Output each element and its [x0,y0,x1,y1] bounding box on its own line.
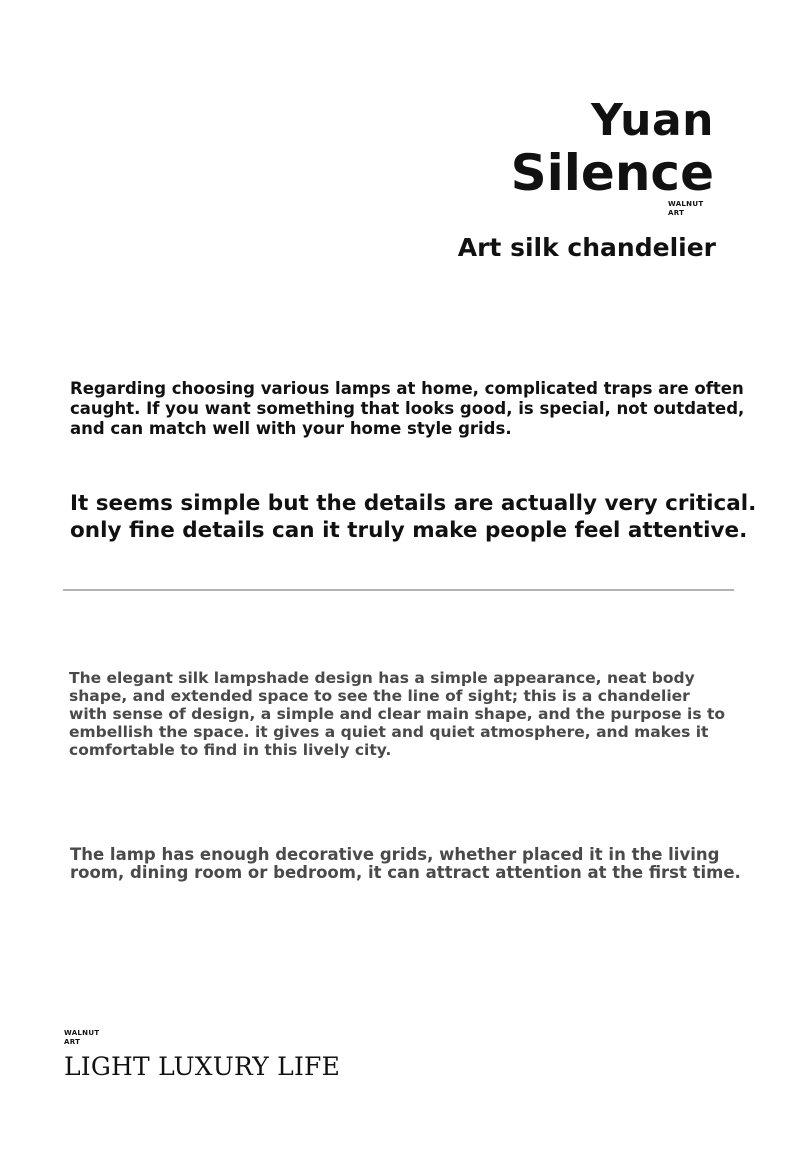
highlight-paragraph: It seems simple but the details are actually very critical. only fine details can it truly make people feel attentive. [70,491,757,543]
product-subtitle: Art silk chandelier [457,233,716,262]
description-paragraph-2: The lamp has enough decorative grids, whether placed it in the living room, dining room or bedroom, it can attract attention at the first time. [70,845,741,882]
description-paragraph-1: The elegant silk lampshade design has a simple appearance, neat body shape, and extended space to see the line of sight; this is a chandelier with sense of design, a simple and clear main shape, and the purpose is to embellish the space. it gives a quiet and quiet atmosphere, and makes it comfortable to find in this lively city. [69,669,726,759]
product-title [511,96,714,200]
brand-line-1: WALNUT [64,1029,100,1037]
section-divider [63,589,734,591]
brand-line-1: WALNUT [668,200,704,208]
brand-line-2: ART [668,209,685,217]
brand-mark-top [668,200,703,218]
brand-line-2: ART [64,1038,81,1046]
footer-title: LIGHT LUXURY LIFE [64,1052,341,1081]
title-line-2: Silence [510,144,714,202]
title-line-1: Yuan [591,95,714,146]
intro-paragraph: Regarding choosing various lamps at home, complicated traps are often caught. If you want something that looks good, is special, not outdated, and can match well with your home style grids. [70,379,745,438]
brand-mark-bottom [64,1029,99,1047]
